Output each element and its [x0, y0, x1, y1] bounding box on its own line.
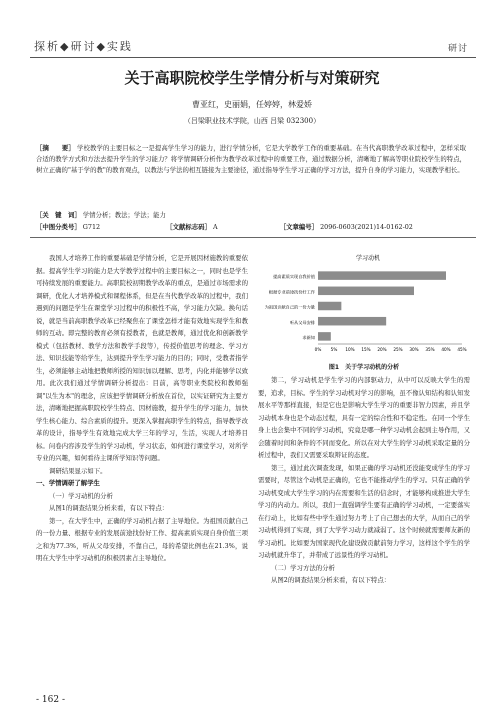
chart-category-label: 根据专业前途找份好工作 [268, 289, 315, 295]
meta-divider [30, 237, 476, 238]
learning-motivation-chart [258, 252, 470, 360]
point-one-paragraph: 第一，在大学生中，正确的学习动机占据了主导地位。为祖国贡献自己的一份力量、根据专业的发展前途找份好工作、提高素质实现自身价值三项之和为77.3%，听从父母安排，不靠自己，母的希望比例也在21.3%，说明在大学生中学习动机的积极因素占主导地位。 [36, 516, 248, 562]
keywords-row [36, 210, 466, 221]
chart-tick-label: 10% [345, 347, 355, 352]
subsection-heading-2: （二）学习方法的分析 [271, 563, 335, 572]
chart-category-label: 听从父母安排 [289, 319, 315, 325]
chart-tick-label: 40% [441, 347, 451, 352]
subsection-heading-1: （一）学习动机的分析 [49, 491, 113, 500]
left-column [36, 252, 248, 565]
page-number: - 162 - [36, 695, 65, 705]
keywords-label: ［关 键 词］ [36, 211, 81, 219]
chart-bar [318, 271, 446, 280]
header-rule [30, 57, 476, 58]
chart-category-label: 提高素质实现自我价值 [273, 274, 315, 280]
clc-value: G712 [82, 223, 101, 231]
point-three-paragraph: 第三，通过此次调查发现，如果正确的学习动机还没能变成学生的学习需要时，尽管这个动机是正确的，它也不能推动学生的学习。只有正确的学习动机变成大学生学习的内在需要和生活的信念时，才能够构成推进大学生学习的内动力。所以，我们一直强调学生要有正确的学习动机，一定要落实在行动上，比如有些中学生通过努力考上了自己想去的大学，从而自己的学习动机得到了实现，到了大学学习动力就减弱了。这个时候就需要师友新的学习动机。比如要为国家现代化建设做贡献前努力学习，这样这个学生的学习动机就升华了，并带成了远景性的学习动机。 [258, 463, 470, 559]
right-column [258, 374, 470, 587]
chart-bar [318, 287, 414, 296]
chart-bar [318, 302, 341, 311]
clc-label: ［中图分类号］ [36, 223, 81, 231]
abstract-label: ［摘 要］ [36, 144, 75, 152]
chart-tick-label: 5% [330, 347, 338, 352]
article-authors: 曹亚红，史丽娟，任婷婷，林爱娇 [192, 100, 312, 109]
article-no-value: 2096-0603(2021)14-0162-02 [320, 223, 413, 231]
doc-code-label: ［文献标志码］ [166, 223, 211, 231]
journal-section-header: 探析◆研讨◆实践 [34, 40, 133, 53]
intro-paragraph: 我国人才培养工作的重要基础是学情分析，它是开展因材施教的重要依据。提高学生学习的能力是大学教学过程中的主要目标之一，同时也是学生可持续发展的重要能力。高职院校初期教学改革的重点，是通过市场需求的调研，优化人才培养模式和课程体系，但是在当代教学改革的过程中，我们遇到的问题是学生在课堂学习过程中的积极性不高，学习能力欠缺。换句话说，就是当前高职教学改革已经聚焦在了课堂怎样才能有效地实现学生和教师的互动。即完整的教育必须有授教者，也就是教师，通过优化和创新教学模式（包括教材、教学方法和教学手段等），传授价值思考的理念、学习方法、知识技能等给学生，达到提升学生学习能力的目的；同时，受教者指学生，必须能够主动地把教师所授的知识加以理解、思考，内化并能够学以致用。此次我们通过学情调研分析提出：目前，高等职业类院校和教师强调"以生为本"的理念，应该把学情调研分析放在首位，以实证研究为主要方法，清晰地把握高职院校学生特点、因材施教，提升学生的学习能力，加快学生核心能力、综合素质的提升。更深入掌握高职学生的特点，指导教学改革的设计，指导学生有效地完成大学三年的学习，生活，实现人才培养目标。问卷内容涉及学生的学习动机，学习状态，如何进行课堂学习，对所学专业的兴趣，如何看待主课所学知识等问题。 [36, 254, 248, 462]
chart-tick-label: 45% [457, 347, 467, 352]
doc-code-value: A [212, 223, 218, 231]
article-title: 关于高职院校学生学情分析与对策研究 [124, 69, 380, 87]
keywords-text: 学情分析；教法；学法；能力 [82, 211, 166, 219]
chart-tick-label: 20% [377, 347, 387, 352]
article-affiliation: （吕梁职业技术学院，山西 吕梁 032300） [183, 117, 321, 125]
figure2-intro: 从图2的调查结果分析来看，有以下特点： [271, 576, 391, 584]
chart-tick-label: 35% [425, 347, 435, 352]
classification-row [36, 222, 476, 233]
section-heading-1: 一、学情调研了解学生 [36, 479, 100, 487]
journal-section-label: 研讨 [447, 44, 468, 54]
chart-title: 学习动机 [355, 255, 381, 262]
chart-tick-label: 30% [409, 347, 419, 352]
figure-1 [258, 252, 470, 360]
article-no-label: ［文章编号］ [279, 223, 319, 231]
abstract-block [36, 143, 466, 176]
chart-tick-label: 25% [393, 347, 403, 352]
chart-bar [318, 317, 386, 326]
chart-category-label: 为祖国贡献自己的一份力量 [264, 304, 315, 310]
chart-bar [318, 332, 331, 341]
chart-category-label: 求新知 [302, 334, 315, 340]
abstract-text: 学校教学的主要目标之一是提高学生学习的能力，进行学情分析，它是大学教学工作的重要基础。在当代高职教学改革过程中，怎样采取合适的教学方式和方法去提升学生的学习能力？将学情调研分析作为教学改革过程中的重要工作，通过数据分析，清晰地了解高等职业院校学生的特点，树立正确的"基于学的教"的教育观点，以教法与学法的相互链接为主要途径，通过指导学生学习正确的学习方法，提升自身的学习能力，实现教学相长。 [36, 144, 466, 174]
chart-tick-label: 15% [361, 347, 371, 352]
figure-caption: 图1 关于学习动机的分析 [328, 364, 400, 371]
figure1-intro: 从图1的调查结果分析来看，有以下特点： [49, 504, 169, 512]
results-intro: 调研结果显示如下。 [49, 466, 107, 475]
chart-tick-label: 0% [314, 347, 322, 352]
point-two-paragraph: 第二，学习动机是学生学习的内部驱动力，从中可以反映大学生的需要，追求，目标。学生的学习动机对学习的影响，虽不像认知结构和认知发展水平等那样直接，但是它也是影响大学生学习的重要非智力因素，并且学习动机本身也是个动态过程，具有一定的综合性和不稳定性。在同一个学生身上也会集中不同的学习动机，究竟是哪一种学习动机会起到主导作用，又会随着时间和条件的不同而变化。所以在对大学生的学习动机采取定量的分析过程中，我们又需要采取辩证的态度。 [258, 376, 470, 459]
